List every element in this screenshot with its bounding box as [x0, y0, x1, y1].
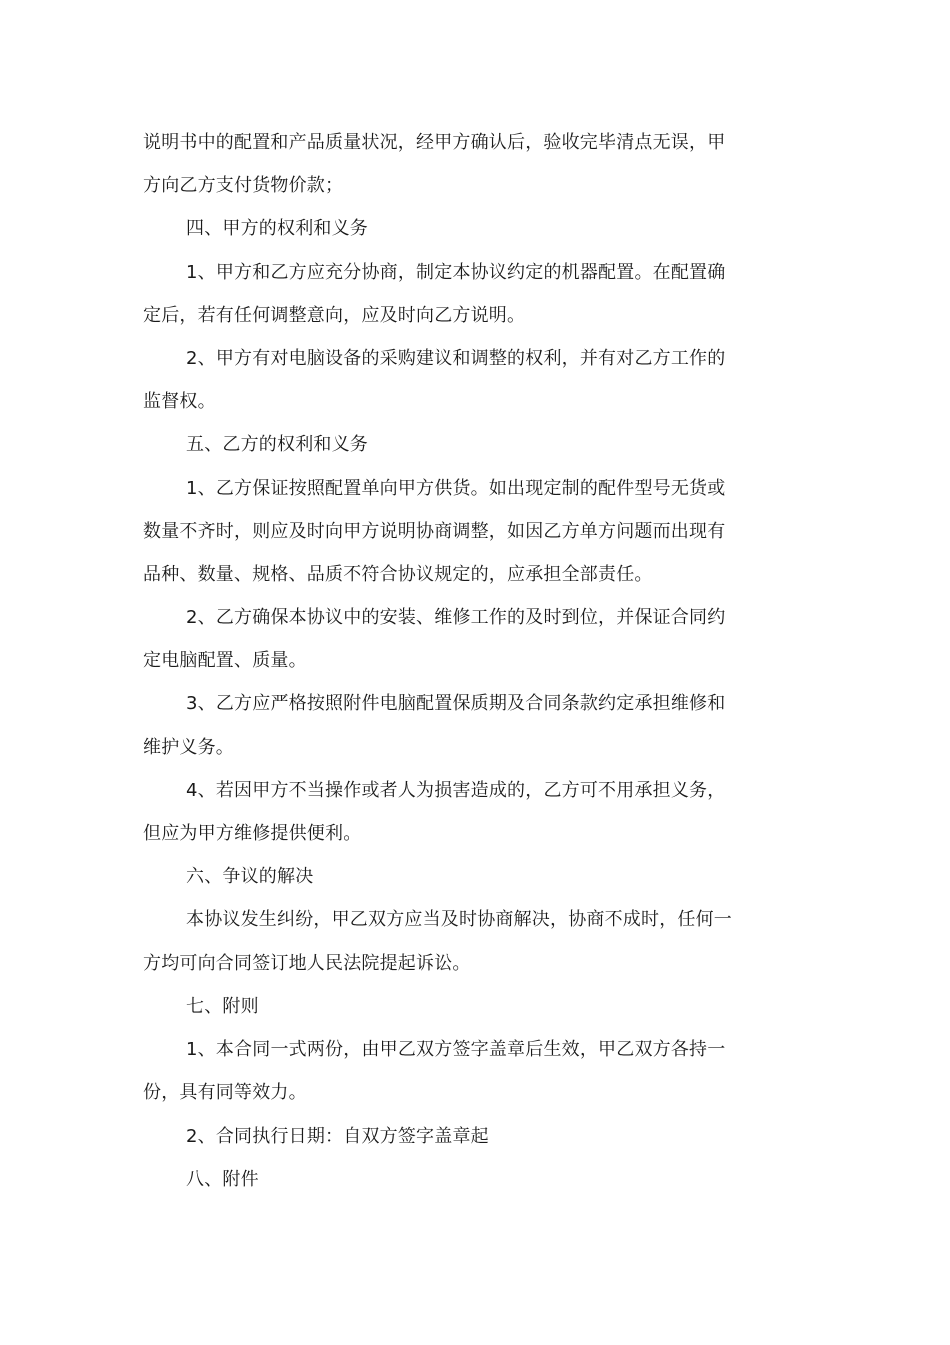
text-line: 说明书中的配置和产品质量状况，经甲方确认后，验收完毕清点无误，甲: [143, 132, 726, 153]
text-line: 3、乙方应严格按照附件电脑配置保质期及合同条款约定承担维修和: [186, 693, 726, 714]
text-line: 4、若因甲方不当操作或者人为损害造成的，乙方可不用承担义务，: [186, 780, 726, 801]
text-line: 2、合同执行日期：自双方签字盖章起: [186, 1126, 489, 1147]
text-line: 2、甲方有对电脑设备的采购建议和调整的权利，并有对乙方工作的: [186, 348, 726, 369]
text-line: 品种、数量、规格、品质不符合协议规定的，应承担全部责任。: [143, 564, 653, 585]
text-line: 维护义务。: [143, 737, 234, 758]
text-line: 监督权。: [143, 391, 216, 412]
text-line: 数量不齐时，则应及时向甲方说明协商调整，如因乙方单方问题而出现有: [143, 521, 726, 542]
text-line: 定后，若有任何调整意向，应及时向乙方说明。: [143, 305, 526, 326]
text-line: 1、乙方保证按照配置单向甲方供货。如出现定制的配件型号无货或: [186, 478, 726, 499]
text-line: 定电脑配置、质量。: [143, 650, 307, 671]
section-heading: 四、甲方的权利和义务: [186, 218, 368, 239]
text-line: 方向乙方支付货物价款；: [143, 175, 344, 196]
text-line: 1、甲方和乙方应充分协商，制定本协议约定的机器配置。在配置确: [186, 262, 726, 283]
text-line: 本协议发生纠纷，甲乙双方应当及时协商解决，协商不成时，任何一: [186, 909, 732, 930]
section-heading: 七、附则: [186, 996, 259, 1017]
text-line: 2、乙方确保本协议中的安装、维修工作的及时到位，并保证合同约: [186, 607, 726, 628]
text-line: 1、本合同一式两份，由甲乙双方签字盖章后生效，甲乙双方各持一: [186, 1039, 726, 1060]
section-heading: 六、争议的解决: [186, 866, 314, 887]
text-line: 份，具有同等效力。: [143, 1082, 307, 1103]
text-line: 但应为甲方维修提供便利。: [143, 823, 362, 844]
section-heading: 五、乙方的权利和义务: [186, 434, 368, 455]
section-heading: 八、附件: [186, 1169, 259, 1190]
text-line: 方均可向合同签订地人民法院提起诉讼。: [143, 953, 471, 974]
